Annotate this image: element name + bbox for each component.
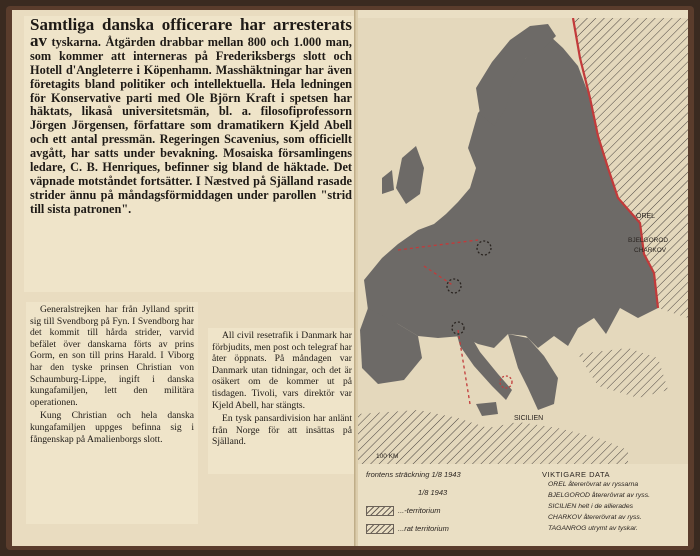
travel-paragraph-1: All civil resetrafik i Danmark har förbjudits, men post och telegraf har åter öppnats. På måndagen var Danmark utan tidningar, och det är osäkert om de kommer ut på tisdagen. Tivoli, vars direktör var Kjeld Abell, har stängts.	[212, 330, 352, 411]
travel-paragraph-2: En tysk pansardivision har anlänt från Norge för att insättas på Själland.	[212, 413, 352, 448]
strike-paragraph-2: Kung Christian och hela danska kungafamiljen uppges befinna sig i fångenskap på Amalienborgs slott.	[30, 410, 194, 445]
travel-clipping	[208, 328, 356, 474]
strike-paragraph-1: Generalstrejken har från Jylland spritt sig till Svendborg på Fyn. I Svendborg har det kommit till hårda strider, varvid befälet över danskarna förts av prins Gorm, en son till prins Harald. I Viborg har den tyske prinsen Christian von Schaumburg-Lippe, ingift i danska kungafamiljen, lett den militära operationen.	[30, 304, 194, 408]
label-charkov: CHARKOV	[634, 247, 667, 254]
legend-item-1: OREL återerövrat av ryssarna	[548, 481, 639, 488]
legend-territory-2	[366, 524, 449, 534]
legend-territory-1	[366, 506, 441, 516]
hatch-swatch-1	[366, 506, 394, 516]
book	[6, 6, 694, 550]
right-page	[358, 10, 688, 546]
main-lead: Samtliga danska officerare har arresterats av	[30, 15, 352, 50]
label-orel: OREL	[636, 213, 656, 220]
label-sicilien: SICILIEN	[514, 415, 544, 422]
legend-front-line: frontens sträckning 1/8 1943	[366, 470, 461, 479]
hatch-swatch-2	[366, 524, 394, 534]
legend-territory-2-label: ...rat territorium	[398, 524, 449, 533]
strike-clipping	[26, 302, 198, 524]
legend-front-line-2: 1/8 1943	[418, 488, 448, 497]
legend-heading: VIKTIGARE DATA	[542, 470, 610, 479]
legend-item-2: BJELGOROD återerövrat av ryss.	[548, 492, 650, 499]
main-news-clipping	[24, 16, 356, 292]
left-page	[12, 10, 356, 546]
legend-item-4: CHARKOV återerövrat av ryss.	[548, 514, 642, 521]
main-body: tyskarna. Åtgärden drabbar mellan 800 och 1.000 man, som kommer att interneras på Frederiksbergs slott och Hotell d'Angleterre i Köpenhamn. Masshäktningar har även företagits bland politiker och intellektuella. Hela ledningen för Konservative parti med Ole Björn Kraft i spetsen har häktats, likaså universitetsmän, bl. a. filosofiprofessorn Jörgen Jörgensen, författare som dramatikern Kjeld Abell och ett antal pressmän. Regeringen Scavenius, som officiellt avgått, har satts under bevakning. Mosaiska församlingens ledare, C. B. Henriques, befinner sig bland de häktade. Det väpnade motståndet fortsätter. I Næstved på Själland rasade strider ännu på måndagsförmiddagen under parollen "strid till sista patronen".	[30, 34, 352, 216]
legend-territory-1-label: ...-territorium	[398, 506, 441, 515]
label-scale: 100 KM	[376, 453, 399, 460]
map-legend	[358, 466, 688, 546]
legend-item-5: TAGANROG utrymt av tyskar.	[548, 525, 638, 532]
legend-item-3: SICILIEN helt i de allierades	[548, 503, 634, 510]
label-bjelgorod: BJELGOROD	[628, 237, 669, 244]
europe-map	[358, 18, 688, 464]
